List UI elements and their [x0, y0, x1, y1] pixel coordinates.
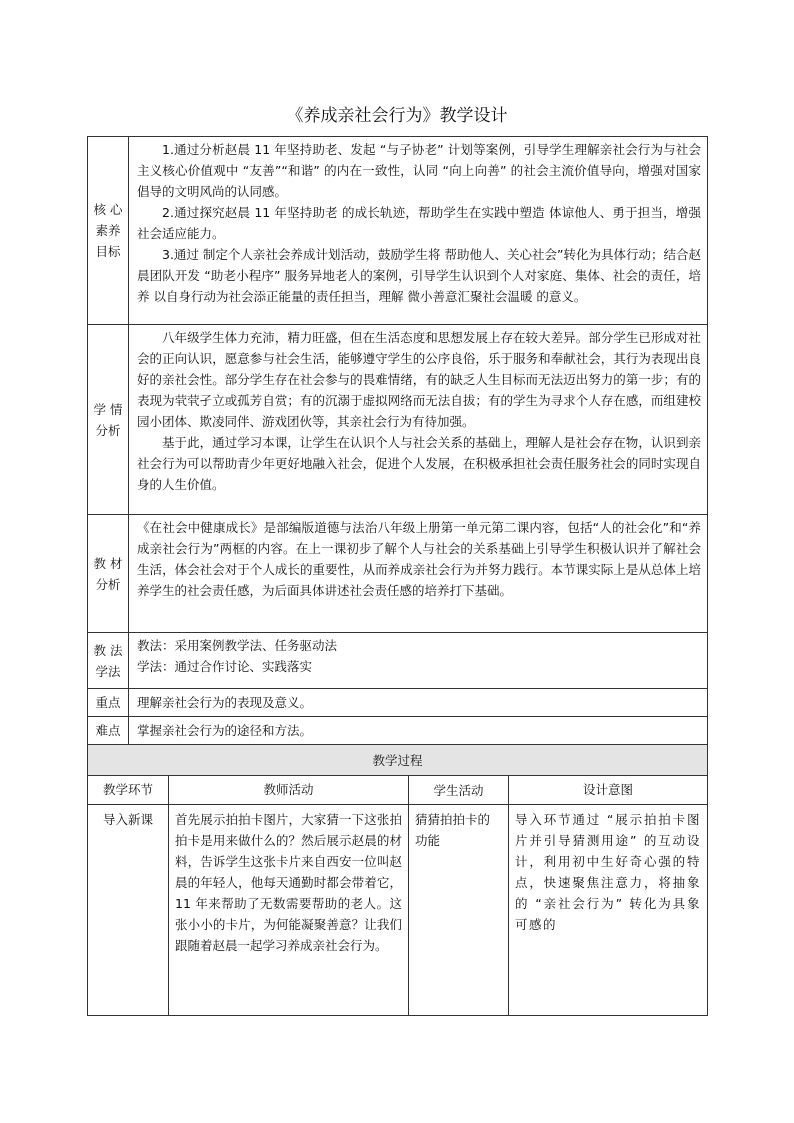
teacher-activity-intro: 首先展示拍拍卡图片，大家猜一下这张拍拍卡是用来做什么的？然后展示赵晨的材料，告诉学生这张卡片来自西安一位叫赵晨的年轻人，他每天通勤时都会带着它，11 年来帮助了无数需要帮助的老人。这张小小的卡片，为何能凝聚善意？让我们跟随着赵晨一起学习养成亲社会行为。: [175, 812, 402, 953]
core-goal-2: 2.通过探究赵晨 11 年坚持助老 的成长轨迹，帮助学生在实践中塑造 体谅他人、勇于担当，增强社会适应能力。: [137, 205, 701, 241]
label-student-analysis: 学 情 分析: [88, 325, 129, 515]
header-stage: [88, 776, 409, 805]
header-teacher-activity: 教师活动: [263, 782, 314, 797]
difficult-point-content: 掌握亲社会行为的途径和方法。: [129, 717, 708, 745]
material-analysis-paragraph: 《在社会中健康成长》是部编版道德与法治八年级上册第一单元第二课内容，包括“人的社会化”和“养成亲社会行为”两框的内容。在上一课初步了解个人与社会的关系基础上引导学生积极认识并了解社会生活，体会社会对于个人成长的重要性，从而养成亲社会行为并努力践行。本节课实际上是从总体上培养学生的社会责任感，为后面具体讲述社会责任感的培养打下基础。: [137, 520, 701, 598]
process-row-intro: [88, 805, 708, 1016]
learning-method-line: 学法：通过合作讨论、实践落实: [137, 659, 313, 674]
row-teaching-method: [88, 633, 708, 689]
header-stage-label: 教学环节: [88, 776, 169, 804]
label-key-point: 重点: [88, 689, 129, 717]
design-intent-intro: 导入环节通过 “展示拍拍卡图片并引导猜测用途” 的互动设计，利用初中生好奇心强的特点，快速聚焦注意力，将抽象的 “亲社会行为” 转化为具象可感的: [509, 805, 708, 1016]
material-analysis-content: [129, 515, 708, 633]
core-goal-1: 1.通过分析赵晨 11 年坚持助老、发起 “与子协老” 计划等案例，引导学生理解亲社会行为与社会主义核心价值观中 “友善”“和谐” 的内在一致性，认同 “向上向善” 的社会主流价值导向，增强对国家倡导的文明风尚的认同感。: [137, 142, 701, 199]
row-process-title: [88, 745, 708, 776]
student-analysis-paragraph: 八年级学生体力充沛，精力旺盛，但在生活态度和思想发展上存在较大差异。部分学生已形成对社会的正向认识，愿意参与社会生活，能够遵守学生的公序良俗，乐于服务和奉献社会，其行为表现出良好的亲社会性。部分学生存在社会参与的畏难情绪，有的缺乏人生目标而无法迈出努力的第一步；有的表现为茕茕孑立或孤芳自赏；有的沉溺于虚拟网络而无法自拔；有的学生为寻求个人存在感，而组建校园小团体、欺凌同伴、游戏团伙等，其亲社会行为有待加强。: [137, 330, 701, 429]
row-core-literacy: [88, 137, 708, 325]
row-student-analysis: [88, 325, 708, 515]
lesson-design-table: [87, 136, 708, 1016]
stage-intro: 导入新课: [88, 805, 169, 1015]
process-header-row: [88, 776, 708, 805]
document-title: 《养成亲社会行为》教学设计: [286, 106, 508, 126]
row-difficult-point: [88, 717, 708, 745]
process-section-title: 教学过程: [88, 745, 708, 776]
key-point-content: 理解亲社会行为的表现及意义。: [129, 689, 708, 717]
row-material-analysis: [88, 515, 708, 633]
core-goal-3: 3.通过 制定个人亲社会养成计划活动，鼓励学生将 帮助他人、关心社会”转化为具体行动；结合赵晨团队开发 “助老小程序” 服务异地老人的案例，引导学生认识到个人对家庭、集体、社会的责任，培养 以自身行动为社会添正能量的责任担当，理解 微小善意汇聚社会温暖 的意义。: [137, 247, 701, 304]
label-difficult-point: 难点: [88, 717, 129, 745]
label-material-analysis: 教 材 分析: [88, 515, 129, 633]
intro-left-cells: [88, 805, 409, 1016]
core-literacy-content: [129, 137, 708, 325]
label-teaching-method: 教 法 学法: [88, 633, 129, 689]
student-analysis-paragraph: 基于此，通过学习本课，让学生在认识个人与社会关系的基础上，理解人是社会存在物，认识到亲社会行为可以帮助青少年更好地融入社会，促进个人发展，在积极承担社会责任服务社会的同时实现自身的人生价值。: [137, 435, 701, 492]
label-core-literacy: 核 心 素养 目标: [88, 137, 129, 325]
row-key-point: [88, 689, 708, 717]
teaching-method-content: [129, 633, 708, 689]
header-design-intent: 设计意图: [509, 776, 708, 805]
student-analysis-content: [129, 325, 708, 515]
student-activity-intro: 猜猜拍拍卡的功能: [409, 805, 509, 1016]
teaching-method-line: 教法：采用案例教学法、任务驱动法: [137, 638, 338, 653]
header-student-activity: 学生活动: [409, 776, 509, 805]
